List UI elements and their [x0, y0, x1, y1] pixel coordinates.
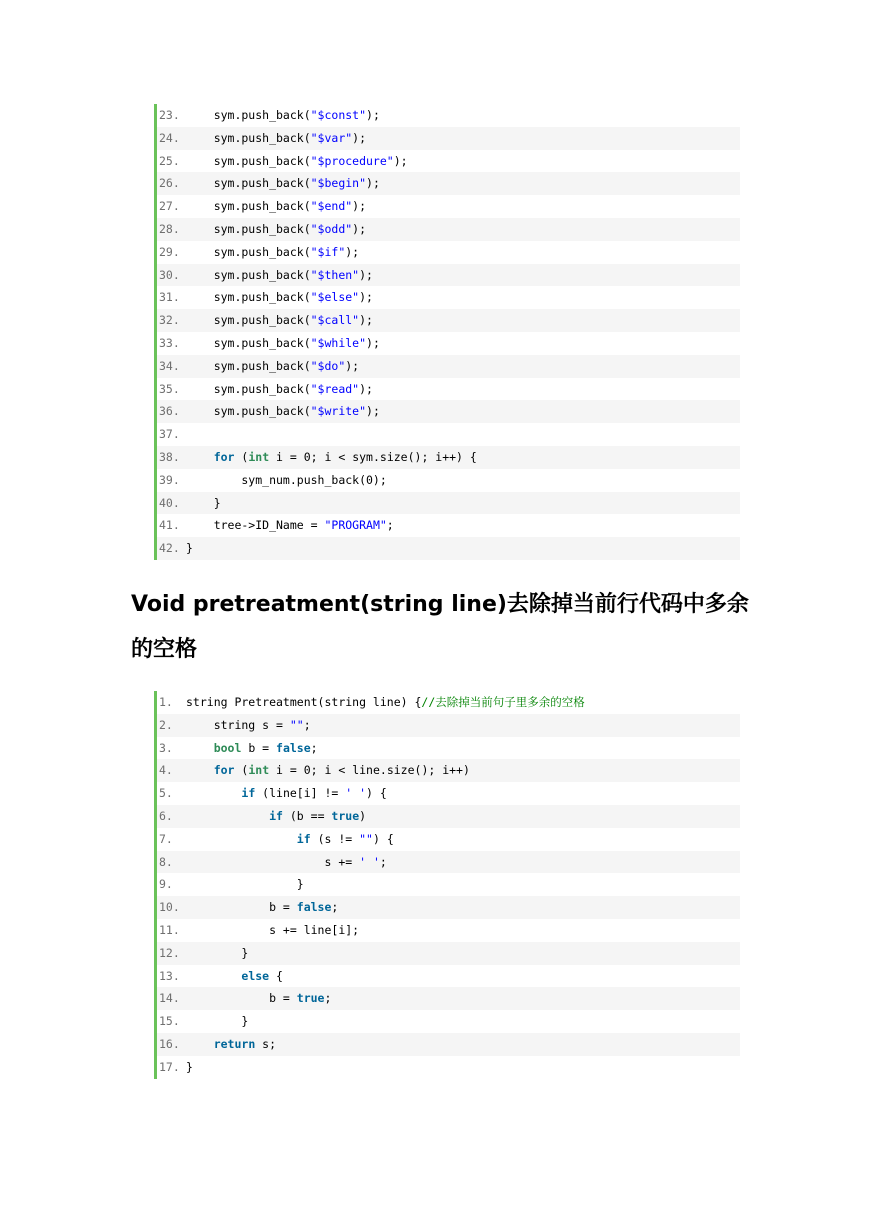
code-line: [157, 264, 740, 287]
code-line: [157, 150, 740, 173]
code-token: );: [366, 335, 380, 350]
code-token: );: [366, 404, 380, 419]
code-line: [157, 919, 740, 942]
code-token: "": [359, 831, 373, 846]
line-number: 6.: [159, 808, 173, 823]
code-token: for: [213, 449, 235, 464]
code-token: (b ==: [282, 808, 332, 823]
code-token: );: [352, 199, 367, 214]
code-line: [157, 873, 740, 896]
code-token: );: [366, 108, 380, 122]
code-token: );: [359, 381, 373, 396]
code-token: i = 0; i < line.size(); i++): [269, 763, 470, 778]
line-number: 28.: [159, 221, 180, 236]
code-text: [186, 828, 740, 851]
line-number: 40.: [159, 495, 180, 510]
line-number: 4.: [159, 763, 173, 778]
code-line: [157, 782, 740, 805]
line-number: 35.: [159, 381, 180, 396]
code-block-pretreatment: [154, 691, 740, 1079]
code-line: [157, 104, 740, 127]
code-line: [157, 423, 740, 446]
code-text: [186, 537, 740, 560]
code-line: [157, 1033, 740, 1056]
code-line: [157, 127, 740, 150]
code-token: for: [213, 763, 235, 778]
code-text: [186, 714, 740, 737]
code-token: ;: [324, 991, 332, 1006]
code-text: [186, 1056, 740, 1079]
code-line: [157, 492, 740, 515]
code-text: [186, 759, 740, 782]
code-token: sym.push_back(: [186, 176, 311, 191]
code-text: [186, 782, 740, 805]
line-number: 14.: [159, 991, 180, 1006]
code-text: [186, 378, 740, 401]
code-line: [157, 737, 740, 760]
code-line: [157, 1056, 740, 1079]
code-text: [186, 286, 740, 309]
code-line: [157, 851, 740, 874]
code-token: }: [186, 541, 193, 556]
code-text: [186, 172, 740, 195]
line-number: 2.: [159, 717, 173, 732]
code-line: [157, 537, 740, 560]
code-token: ) {: [372, 831, 394, 846]
line-number: 39.: [159, 472, 180, 487]
code-token: sym.push_back(: [186, 290, 311, 305]
code-line: [157, 942, 740, 965]
code-text: [186, 104, 740, 127]
code-text: [186, 241, 740, 264]
line-number: 37.: [159, 427, 180, 442]
code-text: [186, 423, 740, 446]
line-number: 1.: [159, 695, 173, 709]
code-text: [186, 400, 740, 423]
code-text: [186, 492, 740, 515]
code-text: [186, 691, 740, 714]
code-token: [186, 832, 297, 846]
code-token: (line[i] !=: [255, 786, 346, 801]
code-token: sym.push_back(: [186, 153, 311, 168]
code-text: [186, 805, 740, 828]
code-token: "$call": [310, 313, 360, 328]
code-text: [186, 942, 740, 965]
code-token: "$read": [310, 381, 360, 396]
line-number: 31.: [159, 290, 180, 305]
code-line: [157, 896, 740, 919]
code-token: return: [213, 1036, 256, 1051]
code-token: (: [234, 763, 249, 778]
code-token: "$do": [310, 358, 346, 373]
code-token: //去除掉当前句子里多余的空格: [421, 695, 585, 709]
code-token: false: [276, 740, 311, 755]
code-text: [186, 150, 740, 173]
code-token: ;: [310, 740, 318, 755]
code-text: [186, 195, 740, 218]
line-number: 7.: [159, 831, 173, 846]
line-number: 5.: [159, 786, 173, 801]
code-token: "$if": [310, 244, 346, 259]
code-line: [157, 195, 740, 218]
code-token: true: [296, 991, 325, 1006]
code-token: "$write": [310, 404, 367, 419]
code-token: }: [186, 877, 304, 892]
section-heading: Void pretreatment(string line)去除掉当前行代码中多余的空格: [131, 592, 749, 662]
line-number: 24.: [159, 130, 180, 145]
code-token: sym.push_back(: [186, 199, 311, 214]
line-number: 26.: [159, 176, 180, 191]
code-token: }: [186, 1059, 193, 1074]
line-number: 23.: [159, 108, 180, 122]
line-number: 13.: [159, 968, 180, 983]
code-token: if: [269, 808, 283, 823]
code-token: s;: [255, 1036, 277, 1051]
code-token: );: [393, 153, 408, 168]
code-token: "$then": [310, 267, 360, 282]
code-token: (: [234, 449, 249, 464]
code-token: [186, 1037, 214, 1051]
code-line: [157, 514, 740, 537]
code-token: string Pretreatment(string line) {: [186, 695, 422, 709]
line-number: 11.: [159, 922, 180, 937]
code-line: [157, 805, 740, 828]
code-token: [186, 969, 241, 983]
code-token: true: [331, 808, 360, 823]
code-token: if: [241, 786, 256, 801]
code-line: [157, 332, 740, 355]
code-token: "PROGRAM": [324, 518, 387, 533]
code-token: );: [345, 358, 360, 373]
code-text: [186, 355, 740, 378]
line-number: 32.: [159, 313, 180, 328]
line-number: 10.: [159, 900, 180, 915]
code-token: }: [186, 495, 221, 510]
code-text: [186, 965, 740, 988]
code-text: [186, 514, 740, 537]
code-token: }: [186, 1014, 249, 1029]
code-token: false: [296, 900, 332, 915]
line-number: 42.: [159, 541, 180, 556]
code-line: [157, 378, 740, 401]
code-line: [157, 691, 740, 714]
code-token: sym.push_back(: [186, 108, 311, 122]
code-text: [186, 127, 740, 150]
code-text: [186, 309, 740, 332]
code-line: [157, 987, 740, 1010]
line-number: 17.: [159, 1059, 180, 1074]
code-token: );: [359, 290, 373, 305]
code-line: [157, 309, 740, 332]
code-token: sym.push_back(: [186, 381, 311, 396]
code-token: sym.push_back(: [186, 358, 311, 373]
code-text: [186, 218, 740, 241]
code-line: [157, 355, 740, 378]
code-token: sym.push_back(: [186, 244, 311, 259]
code-token: );: [366, 176, 380, 191]
line-number: 41.: [159, 518, 180, 533]
code-token: ): [359, 808, 367, 823]
code-token: int: [248, 763, 270, 778]
code-text: [186, 1010, 740, 1033]
code-token: "$while": [310, 335, 367, 350]
line-number: 33.: [159, 335, 180, 350]
code-line: [157, 714, 740, 737]
line-number: 8.: [159, 854, 173, 869]
code-token: ;: [386, 518, 394, 533]
code-token: sym.push_back(: [186, 335, 311, 350]
line-number: 3.: [159, 740, 173, 755]
code-text: [186, 469, 740, 492]
code-token: "$const": [310, 108, 367, 122]
code-text: [186, 919, 740, 942]
code-line: [157, 241, 740, 264]
code-token: "$begin": [310, 176, 367, 191]
code-line: [157, 218, 740, 241]
code-token: b =: [186, 991, 297, 1006]
code-token: s += line[i];: [186, 922, 360, 937]
code-token: [186, 763, 214, 777]
code-token: [186, 450, 214, 464]
code-token: i = 0; i < sym.size(); i++) {: [269, 449, 477, 464]
code-line: [157, 286, 740, 309]
code-token: b =: [241, 740, 277, 755]
code-token: bool: [213, 740, 242, 755]
line-number: 34.: [159, 358, 180, 373]
line-number: 30.: [159, 267, 180, 282]
code-text: [186, 896, 740, 919]
code-line: [157, 469, 740, 492]
code-line: [157, 965, 740, 988]
code-token: if: [296, 831, 311, 846]
code-token: b =: [186, 900, 297, 915]
line-number: 38.: [159, 449, 180, 464]
code-text: [186, 987, 740, 1010]
code-line: [157, 759, 740, 782]
line-number: 16.: [159, 1036, 180, 1051]
line-number: 25.: [159, 153, 180, 168]
code-line: [157, 828, 740, 851]
line-number: 29.: [159, 244, 180, 259]
code-token: sym.push_back(: [186, 130, 311, 145]
code-token: );: [359, 267, 373, 282]
code-token: }: [186, 945, 249, 960]
code-token: [186, 786, 241, 800]
code-text: [186, 1033, 740, 1056]
code-token: ) {: [366, 786, 387, 801]
code-token: sym.push_back(: [186, 313, 311, 328]
code-line: [157, 446, 740, 469]
code-token: ;: [303, 717, 311, 732]
code-token: ' ': [345, 786, 367, 801]
code-token: "$odd": [310, 221, 353, 236]
code-token: );: [352, 130, 367, 145]
code-token: ;: [379, 854, 387, 869]
code-block-symbols: [154, 104, 740, 560]
code-token: s +=: [186, 854, 360, 869]
code-token: [186, 809, 269, 823]
code-token: "": [289, 717, 304, 732]
code-text: [186, 446, 740, 469]
code-text: [186, 851, 740, 874]
code-token: [186, 741, 214, 755]
code-token: tree->ID_Name =: [186, 518, 325, 533]
code-token: else: [241, 968, 270, 983]
code-token: string s =: [186, 717, 290, 732]
code-token: "$end": [310, 199, 353, 214]
code-token: int: [248, 449, 270, 464]
code-text: [186, 873, 740, 896]
code-token: ' ': [359, 854, 380, 869]
code-token: ;: [331, 900, 339, 915]
code-token: );: [359, 313, 373, 328]
line-number: 9.: [159, 877, 173, 892]
line-number: 36.: [159, 404, 180, 419]
code-text: [186, 264, 740, 287]
code-token: sym.push_back(: [186, 267, 311, 282]
code-token: sym.push_back(: [186, 404, 311, 419]
code-token: );: [352, 221, 367, 236]
code-token: (s !=: [310, 831, 360, 846]
line-number: 15.: [159, 1014, 180, 1029]
line-number: 12.: [159, 945, 180, 960]
code-line: [157, 400, 740, 423]
code-token: "$else": [310, 290, 360, 305]
code-text: [186, 332, 740, 355]
code-token: );: [345, 244, 360, 259]
line-number: 27.: [159, 199, 180, 214]
code-line: [157, 1010, 740, 1033]
code-token: sym.push_back(: [186, 221, 311, 236]
code-token: sym_num.push_back(0);: [186, 472, 387, 487]
code-line: [157, 172, 740, 195]
code-token: {: [269, 968, 283, 983]
code-token: "$procedure": [310, 153, 394, 168]
code-token: "$var": [310, 130, 353, 145]
code-text: [186, 737, 740, 760]
